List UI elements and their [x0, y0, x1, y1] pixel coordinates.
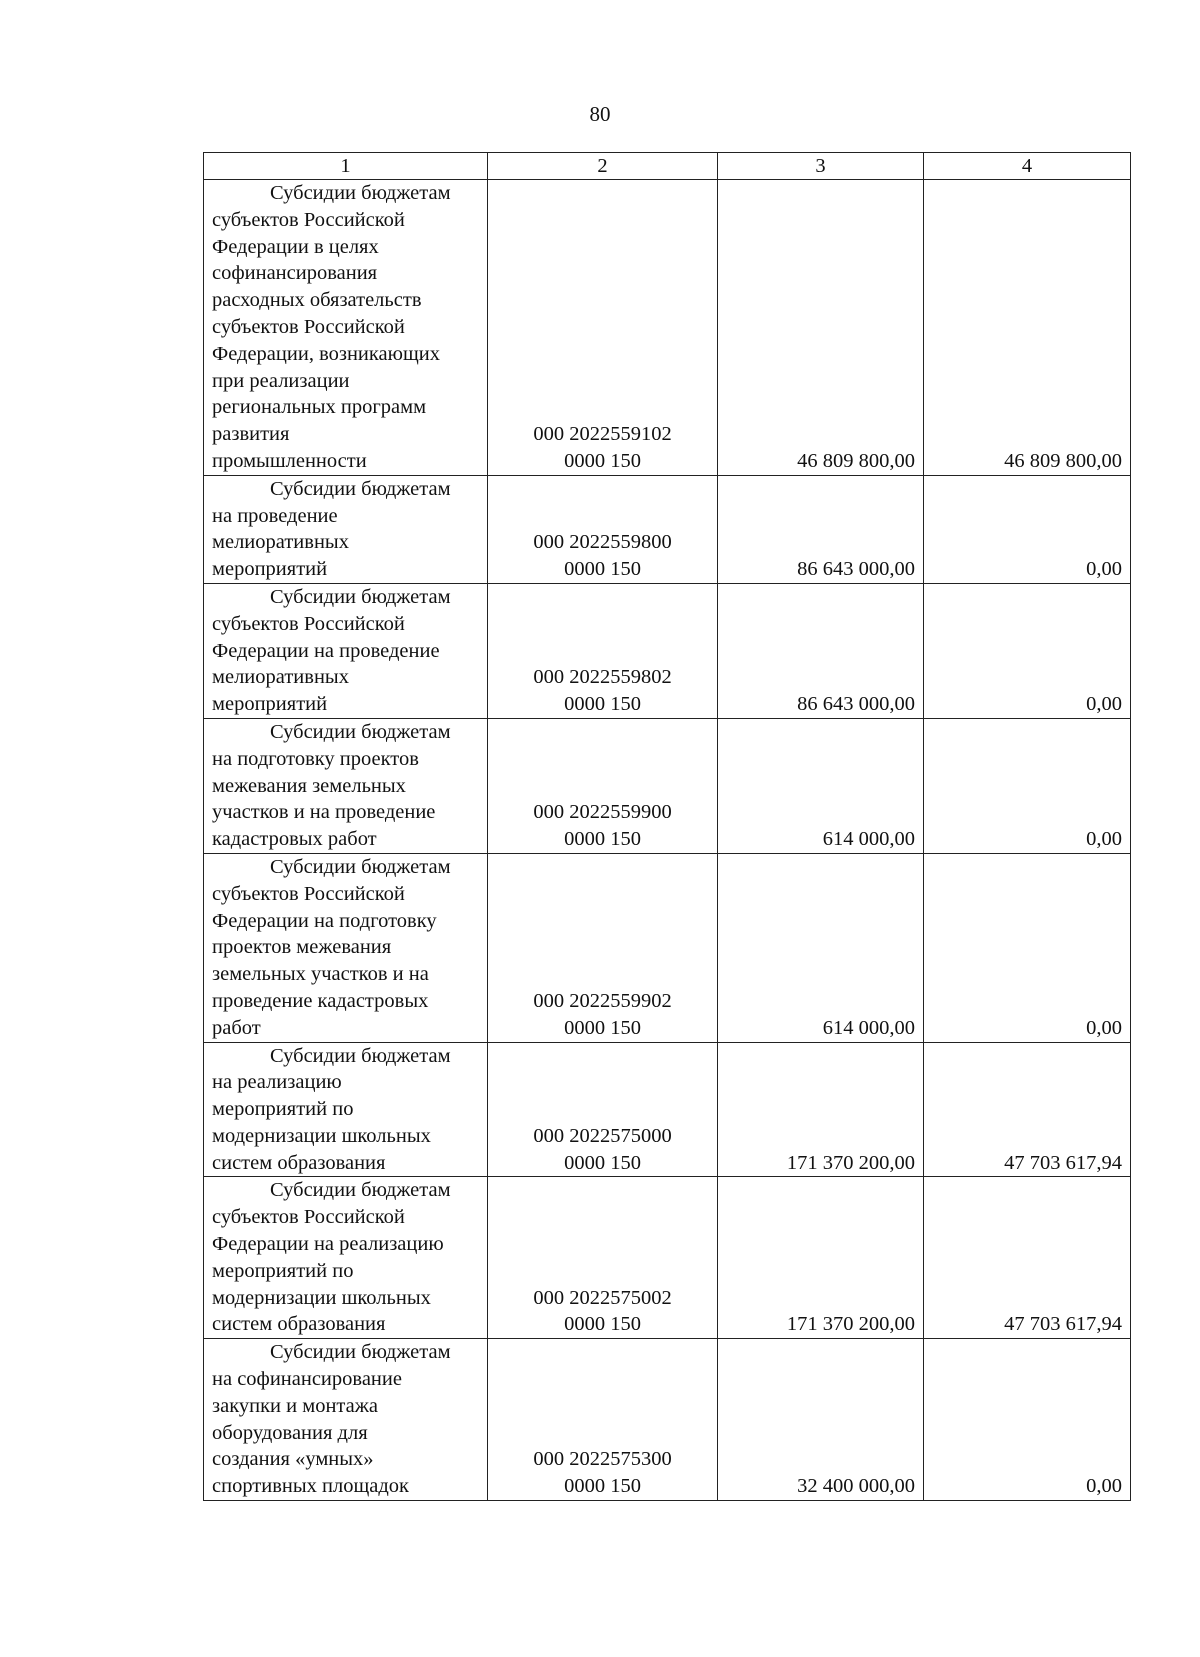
row-name-line: мелиоративных: [212, 531, 349, 554]
row-name-line: на подготовку проектов: [212, 747, 419, 770]
row-name-line: мероприятий: [212, 558, 328, 581]
table-body: [204, 180, 1131, 1501]
row-name-line: субъектов Российской: [212, 612, 405, 635]
row-name-line: Федерации на проведение: [212, 639, 440, 662]
table-row: [204, 1042, 1131, 1177]
row-name-line: Федерации в целях: [212, 235, 379, 258]
row-name-line: участков и на проведение: [212, 801, 436, 824]
row-amount-col4: 0,00: [924, 583, 1131, 718]
table-row: [204, 1177, 1131, 1339]
row-amount-col4: 47 703 617,94: [924, 1177, 1131, 1339]
row-amount-col3: 614 000,00: [718, 718, 924, 853]
row-name-cell: [204, 475, 488, 583]
table-header-row: [204, 153, 1131, 180]
row-name-line: развития: [212, 423, 290, 446]
row-code-line: 0000 150: [564, 1475, 641, 1498]
row-name-line: систем образования: [212, 1151, 386, 1174]
column-header-1: 1: [204, 153, 488, 180]
row-code-cell: [488, 1042, 718, 1177]
row-name-line: Субсидии бюджетам: [270, 1044, 451, 1067]
row-name-line: проектов межевания: [212, 936, 392, 959]
row-code-cell: [488, 1339, 718, 1501]
row-name-line: промышленности: [212, 449, 367, 472]
column-header-2: 2: [488, 153, 718, 180]
table-row: [204, 853, 1131, 1042]
row-name-line: мероприятий по: [212, 1259, 354, 1282]
row-code-line: 000 2022575002: [533, 1286, 672, 1309]
row-name-line: субъектов Российской: [212, 882, 405, 905]
row-amount-col3: 86 643 000,00: [718, 475, 924, 583]
row-code-cell: [488, 583, 718, 718]
row-name-cell: [204, 1339, 488, 1501]
row-code-line: 000 2022559902: [533, 989, 672, 1012]
row-name-line: мелиоративных: [212, 666, 349, 689]
row-name-line: мероприятий по: [212, 1098, 354, 1121]
row-code-cell: [488, 475, 718, 583]
row-amount-col3: 614 000,00: [718, 853, 924, 1042]
row-code-line: 0000 150: [564, 1151, 641, 1174]
row-code-line: 0000 150: [564, 1313, 641, 1336]
row-name-line: создания «умных»: [212, 1448, 374, 1471]
row-code-line: 0000 150: [564, 558, 641, 581]
row-name-line: субъектов Российской: [212, 1206, 405, 1229]
row-name-line: мероприятий: [212, 693, 328, 716]
row-name-line: Федерации, возникающих: [212, 342, 440, 365]
row-name-line: Субсидии бюджетам: [270, 1179, 451, 1202]
row-name-line: расходных обязательств: [212, 289, 422, 312]
row-name-line: Федерации на подготовку: [212, 909, 437, 932]
row-name-line: модернизации школьных: [212, 1286, 431, 1309]
row-name-line: проведение кадастровых: [212, 989, 429, 1012]
row-name-line: Субсидии бюджетам: [270, 855, 451, 878]
row-code-line: 000 2022575000: [533, 1124, 672, 1147]
row-name-cell: [204, 718, 488, 853]
row-code-line: 0000 150: [564, 449, 641, 472]
table-row: [204, 718, 1131, 853]
row-name-line: работ: [212, 1016, 261, 1039]
row-amount-col4: 47 703 617,94: [924, 1042, 1131, 1177]
row-name-line: оборудования для: [212, 1421, 368, 1444]
row-code-line: 0000 150: [564, 828, 641, 851]
row-amount-col4: 0,00: [924, 1339, 1131, 1501]
row-name-line: при реализации: [212, 369, 350, 392]
column-header-3: 3: [718, 153, 924, 180]
row-name-line: на проведение: [212, 504, 338, 527]
row-name-line: систем образования: [212, 1313, 386, 1336]
table-row: [204, 475, 1131, 583]
row-code-line: 000 2022559800: [533, 531, 672, 554]
row-amount-col4: 0,00: [924, 475, 1131, 583]
row-name-line: спортивных площадок: [212, 1475, 410, 1498]
row-code-cell: [488, 180, 718, 476]
row-amount-col3: 46 809 800,00: [718, 180, 924, 476]
row-name-cell: [204, 583, 488, 718]
table-row: [204, 583, 1131, 718]
row-name-line: Субсидии бюджетам: [270, 477, 451, 500]
row-code-line: 0000 150: [564, 1016, 641, 1039]
budget-table: [203, 152, 1131, 1501]
row-name-line: софинансирования: [212, 262, 378, 285]
column-header-4: 4: [924, 153, 1131, 180]
row-name-line: модернизации школьных: [212, 1124, 431, 1147]
table-row: [204, 180, 1131, 476]
table-row: [204, 1339, 1131, 1501]
row-name-line: закупки и монтажа: [212, 1394, 379, 1417]
row-name-cell: [204, 180, 488, 476]
row-name-line: кадастровых работ: [212, 828, 377, 851]
row-name-cell: [204, 1177, 488, 1339]
row-name-line: региональных программ: [212, 396, 427, 419]
row-amount-col3: 171 370 200,00: [718, 1177, 924, 1339]
row-amount-col4: 46 809 800,00: [924, 180, 1131, 476]
page-number: 80: [589, 102, 611, 126]
row-code-cell: [488, 718, 718, 853]
row-code-cell: [488, 1177, 718, 1339]
row-code-line: 0000 150: [564, 693, 641, 716]
row-amount-col3: 171 370 200,00: [718, 1042, 924, 1177]
row-amount-col3: 32 400 000,00: [718, 1339, 924, 1501]
row-amount-col4: 0,00: [924, 718, 1131, 853]
row-code-line: 000 2022575300: [533, 1448, 672, 1471]
row-name-line: на софинансирование: [212, 1368, 402, 1391]
row-name-line: субъектов Российской: [212, 315, 405, 338]
row-code-line: 000 2022559102: [533, 423, 672, 446]
row-name-line: субъектов Российской: [212, 208, 405, 231]
row-code-line: 000 2022559802: [533, 666, 672, 689]
row-name-line: Федерации на реализацию: [212, 1233, 444, 1256]
row-name-cell: [204, 853, 488, 1042]
row-code-cell: [488, 853, 718, 1042]
row-name-line: Субсидии бюджетам: [270, 720, 451, 743]
row-name-line: Субсидии бюджетам: [270, 585, 451, 608]
row-name-line: на реализацию: [212, 1071, 342, 1094]
row-code-line: 000 2022559900: [533, 801, 672, 824]
row-name-line: межевания земельных: [212, 774, 406, 797]
row-name-line: земельных участков и на: [212, 963, 429, 986]
row-name-line: Субсидии бюджетам: [270, 182, 451, 204]
row-amount-col3: 86 643 000,00: [718, 583, 924, 718]
row-amount-col4: 0,00: [924, 853, 1131, 1042]
row-name-cell: [204, 1042, 488, 1177]
row-name-line: Субсидии бюджетам: [270, 1341, 451, 1364]
